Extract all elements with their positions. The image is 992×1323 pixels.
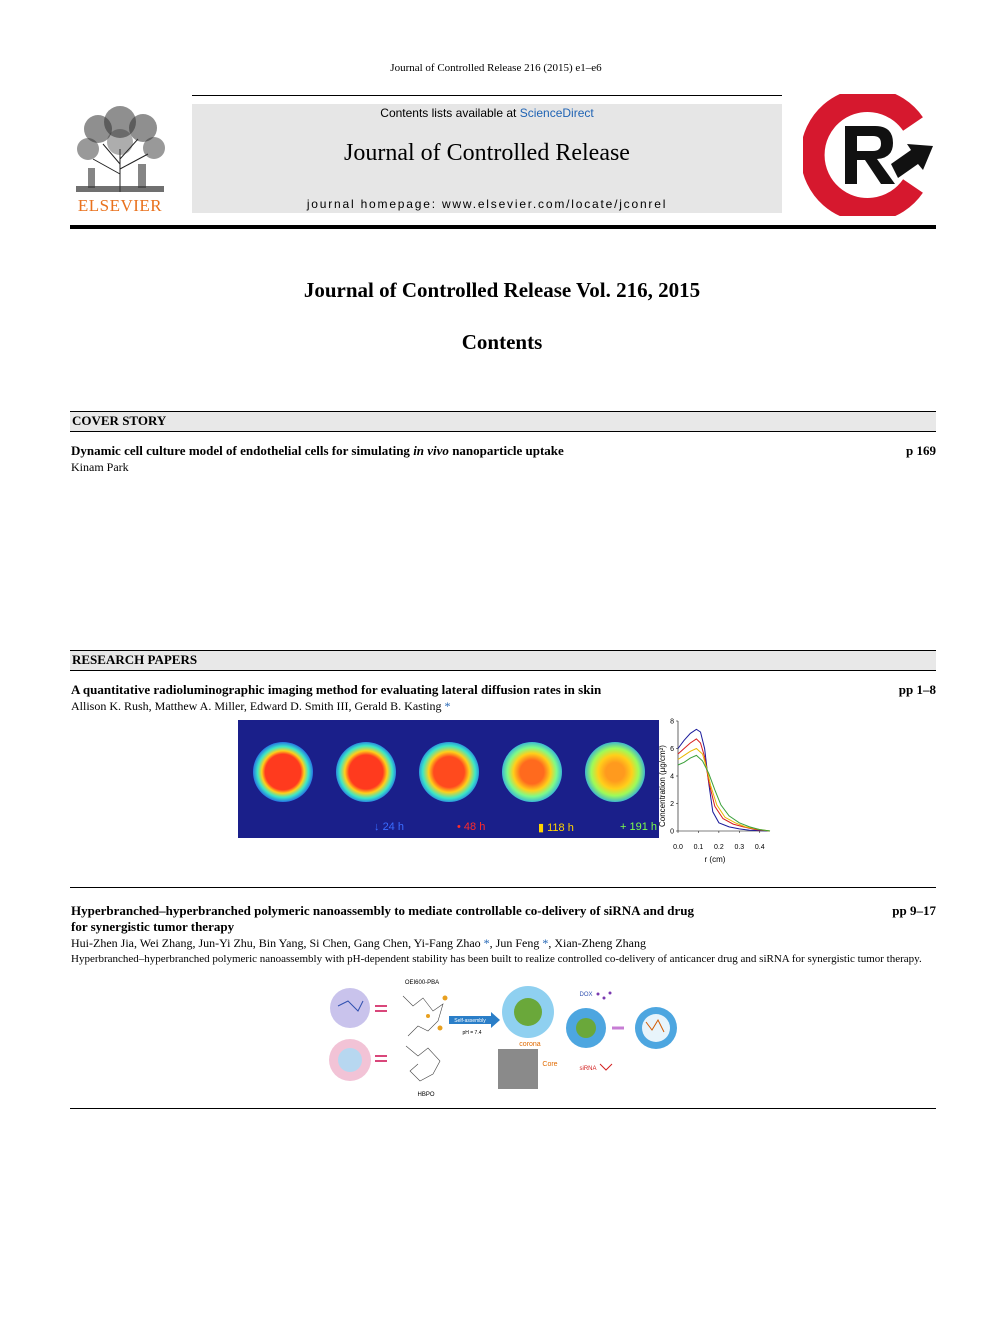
journal-cr-logo [803,94,937,216]
label-sirna: siRNA [579,1066,597,1072]
contents-lists-line [192,106,782,120]
corresponding-author-mark[interactable]: * [483,936,490,950]
cover-story-article-title[interactable] [71,443,831,459]
tem-image [498,1049,538,1089]
article-2-graphical-abstract [328,976,682,1098]
article-1-graphical-abstract-images [238,720,659,838]
corresponding-author-mark[interactable]: * [444,699,451,713]
chart-series-line-48h [678,739,770,831]
chart-x-tick-label: 0.4 [754,844,765,851]
running-head: Journal of Controlled Release 216 (2015) e1–e6 [390,62,602,74]
contents-heading: Contents [461,330,543,354]
chart-y-tick-label: 2 [670,801,674,808]
contents-end-rule [70,1108,936,1109]
polymer-circle [330,988,370,1028]
sciencedirect-link[interactable]: ScienceDirect [519,106,594,120]
diffusion-image-118h [419,742,479,802]
authors-text: , Jun Feng [489,936,543,950]
journal-homepage-link[interactable]: journal homepage: www.elsevier.com/locate/jconrel [306,197,668,211]
article-2-pages: pp 9–17 [892,903,936,918]
article-1-pages: pp 1–8 [898,682,936,697]
chart-x-label: r (cm) [704,855,726,864]
label-core: Core [542,1061,558,1068]
diffusion-image-late [585,742,645,802]
time-label-text: 118 h [547,822,574,834]
chart-y-tick-label: 8 [670,718,674,726]
label-dox: DOX [579,992,593,998]
cover-story-section-bar [70,411,936,432]
label-oei600-pba: OEI600-PBA [404,980,440,986]
time-label-48h: • 48 h [457,821,486,833]
cover-story-authors: Kinam Park [71,460,129,474]
elsevier-wordmark[interactable]: ELSEVIER [77,196,163,215]
chart-y-label: Concentration (µg/cm²) [658,745,667,827]
contents-lists-prefix: Contents lists available at [380,106,520,120]
masthead-top-rule [192,95,782,96]
time-label-191h: + 191 h [620,821,658,833]
chart-y-tick-label: 6 [670,746,674,753]
title-text: nanoparticle uptake [448,443,564,458]
chart-y-tick-label: 0 [670,828,674,836]
label-self-assembly: Self-assembly [454,1018,486,1024]
nanoassembly-core [514,998,542,1026]
journal-title: Journal of Controlled Release [344,140,630,166]
research-papers-section-bar [70,650,936,671]
label-hbpo: HBPO [417,1092,435,1098]
title-italic-text: in vivo [413,443,449,458]
time-label-24h: ↓ 24 h [374,821,404,833]
masthead-bottom-rule [70,225,936,229]
diffusion-image-191h [502,742,562,802]
article-2-title[interactable] [71,903,831,935]
issue-title: Journal of Controlled Release Vol. 216, 2015 [303,278,701,302]
time-label-text: 48 h [463,821,486,833]
chart-y-tick-label: 4 [670,773,674,781]
label-ph: pH = 7.4 [462,1030,482,1036]
corresponding-author-mark[interactable]: * [542,936,549,950]
time-label-text: 191 h [629,821,658,833]
title-text: Dynamic cell culture model of endothelial cells for simulating [71,443,414,458]
title-line-2: for synergistic tumor therapy [71,919,235,934]
authors-text: Allison K. Rush, Matthew A. Miller, Edward D. Smith III, Gerald B. Kasting [71,699,442,713]
cover-story-label: COVER STORY [72,413,167,428]
article-2-authors [71,936,646,951]
chart-x-tick-label: 0.3 [734,844,745,851]
time-label-118h: ▮ 118 h [538,822,574,834]
diffusion-image-24h [253,742,313,802]
chart-x-tick-label: 0.1 [693,844,704,851]
article-1-authors [71,699,450,714]
concentration-profile-chart [656,715,776,865]
article-2-abstract: Hyperbranched–hyperbranched polymeric nanoassembly with pH-dependent stability has been built to realize controlled co-delivery of anticancer drug and siRNA for synergistic tumor therapy. [71,953,922,965]
chart-x-tick-label: 0.0 [673,844,683,851]
label-corona: corona [519,1041,541,1048]
research-papers-label: RESEARCH PAPERS [72,652,198,667]
chart-x-tick-label: 0.2 [714,844,724,851]
time-label-text: 24 h [382,821,404,833]
article-1-title[interactable]: A quantitative radioluminographic imaging method for evaluating lateral diffusion rates in skin [71,682,602,697]
cover-story-pages: p 169 [906,443,936,458]
authors-text: Hui-Zhen Jia, Wei Zhang, Jun-Yi Zhu, Bin Yang, Si Chen, Gang Chen, Yi-Fang Zhao [71,936,484,950]
authors-text: , Xian-Zheng Zhang [548,936,646,950]
title-line-1: Hyperbranched–hyperbranched polymeric nanoassembly to mediate controllable co-delivery of siRNA and drug [71,903,695,918]
diffusion-image-48h [336,742,396,802]
article-separator [70,887,936,888]
